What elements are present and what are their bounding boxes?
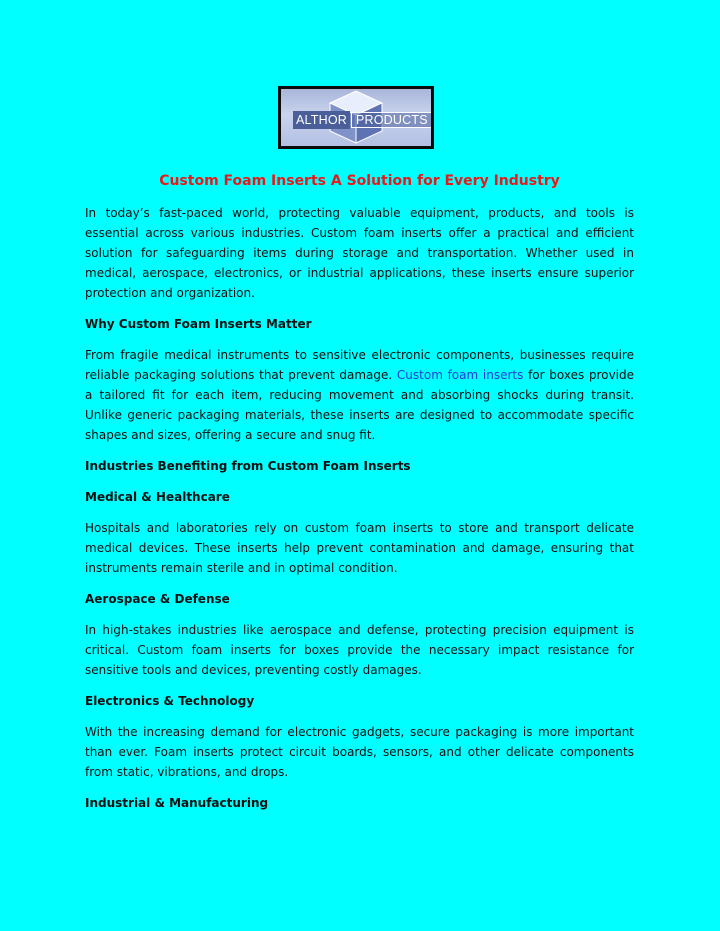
logo-word-althor: ALTHOR	[293, 111, 350, 129]
intro-paragraph: In today’s fast-paced world, protecting valuable equipment, products, and tools is essential across various industries. Custom foam inserts offer a practical and efficient solution for safeguarding items during storage and transportation. Whether used in medical, aerospace, electronics, or industrial applications, these inserts ensure superior protection and organization.	[85, 206, 634, 300]
industrial-heading: Industrial & Manufacturing	[85, 796, 269, 810]
custom-foam-inserts-link[interactable]: Custom foam inserts	[396, 368, 524, 382]
aerospace-heading: Aerospace & Defense	[85, 592, 230, 606]
aerospace-paragraph: In high-stakes industries like aerospace and defense, protecting precision equipment is critical. Custom foam inserts for boxes provide the necessary impact resistance for sensitive tools and devices, preventing costly damages.	[85, 623, 634, 677]
why-paragraph	[85, 345, 634, 445]
medical-heading: Medical & Healthcare	[85, 490, 230, 504]
industries-heading: Industries Benefiting from Custom Foam Inserts	[85, 459, 411, 473]
why-text-before: From fragile medical instruments to sensitive electronic components, businesses require reliable packaging solutions that prevent damage.	[85, 348, 634, 382]
article-body	[85, 170, 634, 824]
article-title: Custom Foam Inserts A Solution for Every Industry	[159, 173, 560, 189]
logo-panel	[281, 89, 431, 146]
logo-word-products: PRODUCTS	[351, 112, 431, 128]
why-heading: Why Custom Foam Inserts Matter	[85, 317, 312, 331]
electronics-paragraph: With the increasing demand for electronic gadgets, secure packaging is more important than ever. Foam inserts protect circuit boards, sensors, and other delicate components from static, vibrations, and drops.	[85, 725, 634, 779]
why-text-after: for boxes provide a tailored fit for each item, reducing movement and absorbing shocks during transit. Unlike generic packaging materials, these inserts are designed to accommodate specific shapes and sizes, offering a secure and snug fit.	[85, 368, 635, 442]
medical-paragraph: Hospitals and laboratories rely on custom foam inserts to store and transport delicate medical devices. These inserts help prevent contamination and damage, ensuring that instruments remain sterile and in optimal condition.	[85, 521, 634, 575]
althor-products-logo	[278, 86, 434, 149]
logo-wordmark	[293, 111, 428, 129]
electronics-heading: Electronics & Technology	[85, 694, 255, 708]
